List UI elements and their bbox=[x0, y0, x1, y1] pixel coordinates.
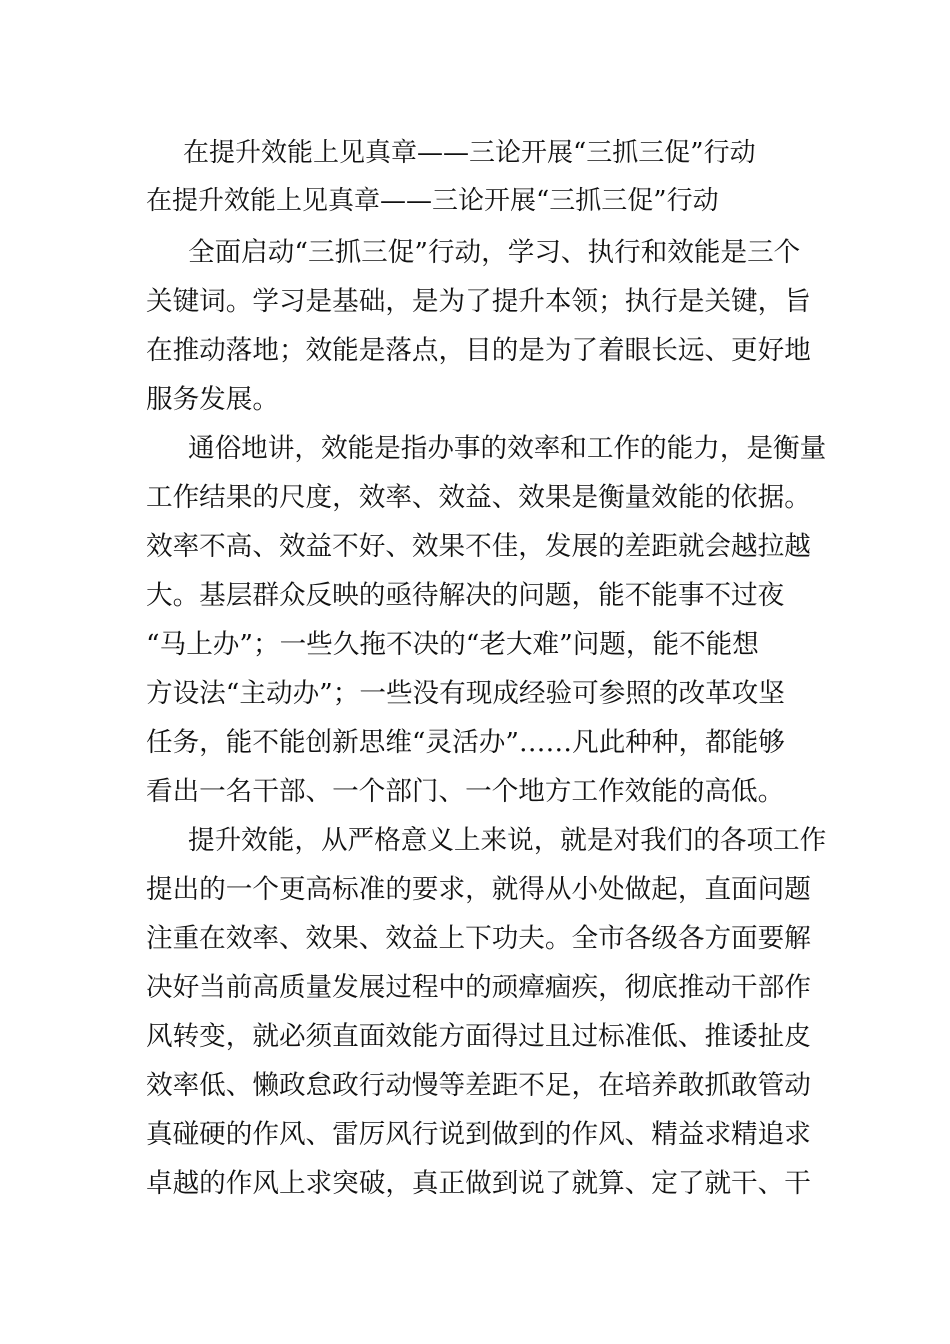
paragraph-line: 提出的一个更高标准的要求，就得从小处做起，直面问题 bbox=[146, 874, 811, 905]
paragraph-line: 工作结果的尺度，效率、效益、效果是衡量效能的依据。 bbox=[146, 482, 811, 513]
paragraph-line: 效率不高、效益不好、效果不佳，发展的差距就会越拉越 bbox=[146, 531, 811, 562]
paragraph-line: 大。基层群众反映的亟待解决的问题，能不能事不过夜 bbox=[146, 580, 785, 611]
paragraph-line: 真碰硬的作风、雷厉风行说到做到的作风、精益求精追求 bbox=[146, 1119, 811, 1150]
paragraph bbox=[146, 228, 816, 424]
paragraph-line: 通俗地讲，效能是指办事的效率和工作的能力，是衡量 bbox=[188, 433, 827, 464]
paragraph-line: 效率低、懒政怠政行动慢等差距不足，在培养敢抓敢管动 bbox=[146, 1070, 811, 1101]
paragraph-line: 卓越的作风上求突破，真正做到说了就算、定了就干、干 bbox=[146, 1168, 811, 1199]
paragraph-line: 服务发展。 bbox=[146, 384, 279, 415]
paragraph-line: 任务，能不能创新思维“灵活办”……凡此种种，都能够 bbox=[146, 727, 785, 758]
paragraph-line: 风转变，就必须直面效能方面得过且过标准低、推诿扯皮 bbox=[146, 1021, 811, 1052]
paragraph bbox=[146, 816, 827, 1208]
paragraph-line: 在推动落地；效能是落点，目的是为了着眼长远、更好地 bbox=[146, 335, 811, 366]
paragraph-line: 全面启动“三抓三促”行动，学习、执行和效能是三个 bbox=[188, 237, 801, 268]
paragraph-line: 注重在效率、效果、效益上下功夫。全市各级各方面要解 bbox=[146, 923, 811, 954]
document-title-repeat: 在提升效能上见真章——三论开展“三抓三促”行动 bbox=[146, 186, 719, 216]
paragraph-line: 看出一名干部、一个部门、一个地方工作效能的高低。 bbox=[146, 776, 785, 807]
paragraph-line: 决好当前高质量发展过程中的顽瘴痼疾，彻底推动干部作 bbox=[146, 972, 811, 1003]
document-body bbox=[146, 228, 827, 1208]
paragraph-line: 提升效能，从严格意义上来说，就是对我们的各项工作 bbox=[188, 825, 827, 856]
document-title: 在提升效能上见真章——三论开展“三抓三促”行动 bbox=[183, 138, 756, 168]
paragraph bbox=[146, 424, 827, 816]
paragraph-line: “马上办”；一些久拖不决的“老大难”问题，能不能想 bbox=[146, 629, 759, 660]
paragraph-line: 关键词。学习是基础，是为了提升本领；执行是关键，旨 bbox=[146, 286, 811, 317]
paragraph-line: 方设法“主动办”；一些没有现成经验可参照的改革攻坚 bbox=[146, 678, 785, 709]
